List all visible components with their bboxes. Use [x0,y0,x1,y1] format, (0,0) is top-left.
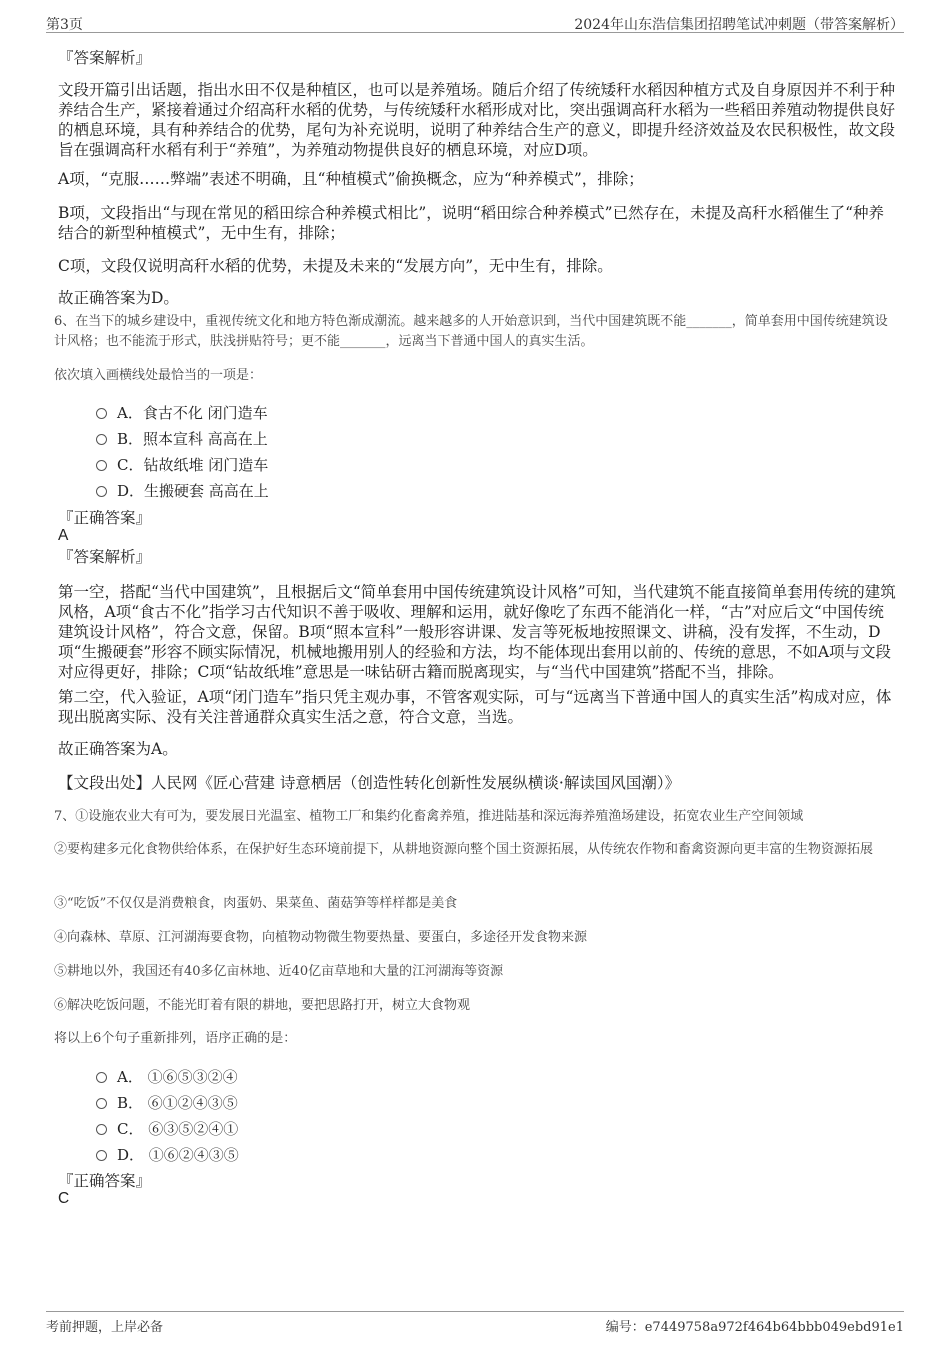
q6-option-c[interactable] [96,454,268,475]
q6-answer: A [58,527,69,544]
option-label: A． ①⑥⑤③②④ [117,1068,238,1086]
page-number: 第3页 [46,17,83,33]
q6-option-b[interactable] [96,428,268,449]
q5-analysis-p2: A项，“克服……弊端”表述不明确，且“种植模式”偷换概念，应为“种养模式”，排除； [58,170,644,188]
option-label: B．照本宣科 高高在上 [117,430,268,448]
page-footer [46,1311,904,1336]
q7-sentence-6: ⑥解决吃饭问题，不能光盯着有限的耕地，要把思路打开，树立大食物观 [54,998,471,1013]
q7-answer-label: 『正确答案』 [58,1172,152,1190]
q6-answer-label: 『正确答案』 [58,509,152,527]
q6-stem: 6、在当下的城乡建设中，重视传统文化和地方特色渐成潮流。越来越多的人开始意识到，当代中国建筑既不能_______，简单套用中国传统建筑设计风格；也不能流于形式，肤浅拼贴符号；更不能_______，远离当下普通中国人的真实生活。 [54,314,888,349]
option-label: D． ①⑥②④③⑤ [117,1146,239,1164]
option-label: C． ⑥③⑤②④① [117,1120,239,1138]
q5-analysis-p1: 文段开篇引出话题，指出水田不仅是种植区，也可以是养殖场。随后介绍了传统矮秆水稻因种植方式及自身原因并不利于种养结合生产，紧接着通过介绍高秆水稻的优势，与传统矮秆水稻形成对比，突出强调高秆水稻为一些稻田养殖动物提供良好的栖息环境，具有种养结合的优势，尾句为补充说明，说明了种养结合生产的意义，即提升经济效益及农民积极性，故文段旨在强调高秆水稻有利于“养殖”，为养殖动物提供良好的栖息环境，对应D项。 [58,81,896,159]
q7-sentence-2: ②要构建多元化食物供给体系，在保护好生态环境前提下，从耕地资源向整个国土资源拓展，从传统农作物和畜禽资源向更丰富的生物资源拓展 [54,842,874,857]
document-id: 编号：e7449758a972f464b64bbb049ebd91e1 [605,1320,904,1335]
option-label: C．钻故纸堆 闭门造车 [117,456,269,474]
document-title: 2024年山东浩信集团招聘笔试冲刺题（带答案解析） [574,17,904,33]
q7-option-b[interactable] [96,1092,238,1113]
radio-icon[interactable] [96,1124,107,1135]
q6-answer-line: 故正确答案为A。 [58,740,178,758]
q5-analysis-p4: C项，文段仅说明高秆水稻的优势，未提及未来的“发展方向”，无中生有，排除。 [58,257,613,275]
footer-slogan: 考前押题，上岸必备 [46,1320,164,1335]
radio-icon[interactable] [96,1072,107,1083]
q7-option-c[interactable] [96,1118,238,1139]
q5-analysis-label: 『答案解析』 [58,49,152,67]
q6-prompt: 依次填入画横线处最恰当的一项是： [54,368,263,383]
radio-icon[interactable] [96,434,107,445]
option-label: D．生搬硬套 高高在上 [117,482,269,500]
option-label: B． ⑥①②④③⑤ [117,1094,238,1112]
q5-answer-line: 故正确答案为D。 [58,289,179,307]
radio-icon[interactable] [96,408,107,419]
q6-analysis-label: 『答案解析』 [58,548,152,566]
q6-option-d[interactable] [96,480,269,501]
q5-analysis-p3: B项，文段指出“与现在常见的稻田综合种养模式相比”，说明“稻田综合种养模式”已然存在，未提及高秆水稻催生了“种养结合的新型种植模式”，无中生有，排除； [58,204,885,242]
option-label: A．食古不化 闭门造车 [117,404,268,422]
q7-sentence-4: ④向森林、草原、江河湖海要食物，向植物动物微生物要热量、要蛋白，多途径开发食物来源 [54,930,588,945]
q7-sentence-3: ③“吃饭”不仅仅是消费粮食，肉蛋奶、果菜鱼、菌菇笋等样样都是美食 [54,896,458,911]
q7-sentence-1: 7、①设施农业大有可为，要发展日光温室、植物工厂和集约化畜禽养殖，推进陆基和深远海养殖渔场建设，拓宽农业生产空间领域 [54,809,804,824]
radio-icon[interactable] [96,1150,107,1161]
radio-icon[interactable] [96,460,107,471]
q6-option-a[interactable] [96,402,268,423]
q7-prompt: 将以上6个句子重新排列，语序正确的是： [54,1031,297,1046]
q6-analysis-p1: 第一空，搭配“当代中国建筑”，且根据后文“简单套用中国传统建筑设计风格”可知，当代建筑不能直接简单套用传统的建筑风格，A项“食古不化”指学习古代知识不善于吸收、理解和运用，就好像吃了东西不能消化一样，“古”对应后文“中国传统建筑设计风格”，符合文意，保留。B项“照本宣科”一般形容讲课、发言等死板地按照课文、讲稿，没有发挥，不生动，D项“生搬硬套”形容不顾实际情况，机械地搬用别人的经验和方法，均不能体现出套用以前的、传统的意思，不如A项与文段对应得更好，排除；C项“钻故纸堆”意思是一味钻研古籍而脱离现实，与“当代中国建筑”搭配不当，排除。 [58,583,896,681]
radio-icon[interactable] [96,486,107,497]
q6-analysis-p2: 第二空，代入验证，A项“闭门造车”指只凭主观办事，不管客观实际，可与“远离当下普通中国人的真实生活”构成对应，体现出脱离实际、没有关注普通群众真实生活之意，符合文意，当选。 [58,688,892,726]
q7-sentence-5: ⑤耕地以外，我国还有40多亿亩林地、近40亿亩草地和大量的江河湖海等资源 [54,964,504,979]
page-header [46,10,904,33]
q6-source: 【文段出处】人民网《匠心营建 诗意栖居（创造性转化创新性发展纵横谈·解读国风国潮）》 [58,774,681,792]
q7-answer: C [58,1190,70,1207]
q7-option-d[interactable] [96,1144,239,1165]
q7-option-a[interactable] [96,1066,238,1087]
radio-icon[interactable] [96,1098,107,1109]
